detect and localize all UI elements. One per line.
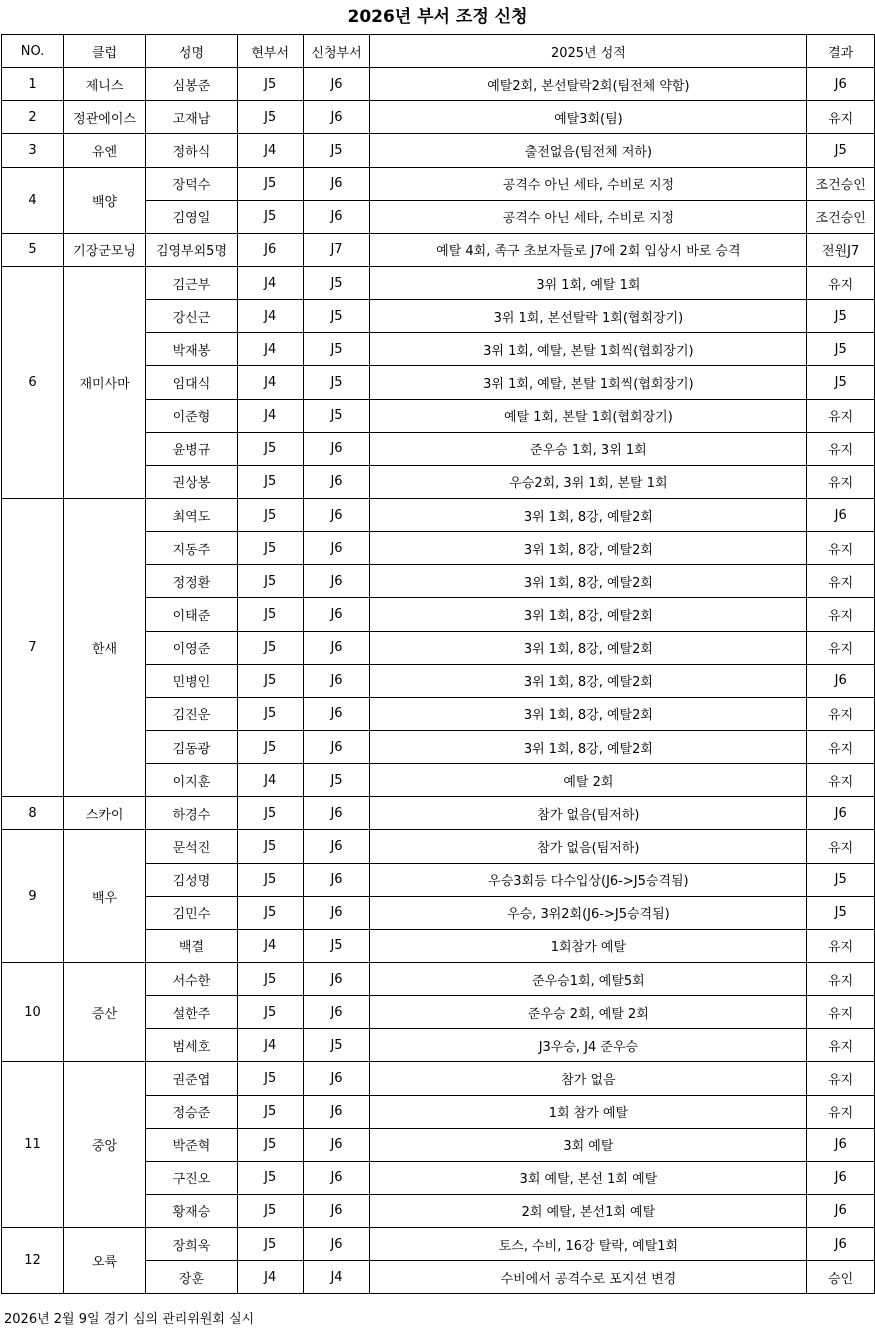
cell-record: 토스, 수비, 16강 탈락, 예탈1회 [370,1228,807,1261]
cell-name: 장희욱 [146,1228,238,1261]
cell-requested-division: J6 [303,996,370,1029]
cell-requested-division: J6 [303,797,370,830]
cell-record: 3위 1회, 8강, 예탈2회 [370,730,807,763]
cell-club: 재미사마 [64,266,146,498]
cell-record: 3위 1회, 8강, 예탈2회 [370,664,807,697]
cell-requested-division: J6 [303,863,370,896]
cell-current-division: J5 [237,896,303,929]
cell-requested-division: J5 [303,929,370,962]
cell-result: 유지 [807,830,875,863]
cell-requested-division: J6 [303,498,370,531]
cell-requested-division: J5 [303,366,370,399]
cell-result: 유지 [807,532,875,565]
cell-result: 전원J7 [807,233,875,266]
cell-requested-division: J6 [303,1161,370,1194]
cell-result: 유지 [807,598,875,631]
cell-record: 예탈 4회, 족구 초보자들로 J7에 2회 입상시 바로 승격 [370,233,807,266]
table-row [2,167,875,200]
cell-requested-division: J6 [303,532,370,565]
cell-name: 이태준 [146,598,238,631]
cell-name: 김영부외5명 [146,233,238,266]
cell-current-division: J4 [237,764,303,797]
cell-requested-division: J5 [303,1029,370,1062]
cell-no: 8 [2,797,64,830]
cell-record: 공격수 아닌 세타, 수비로 지정 [370,167,807,200]
cell-requested-division: J7 [303,233,370,266]
cell-record: 3위 1회, 8강, 예탈2회 [370,498,807,531]
cell-current-division: J5 [237,101,303,134]
header-current-division: 현부서 [237,35,303,68]
cell-name: 고재남 [146,101,238,134]
cell-current-division: J5 [237,532,303,565]
cell-club: 한새 [64,498,146,796]
cell-name: 정하식 [146,134,238,167]
cell-current-division: J5 [237,598,303,631]
cell-result: 승인 [807,1261,875,1294]
cell-current-division: J5 [237,1194,303,1227]
cell-name: 임대식 [146,366,238,399]
cell-requested-division: J6 [303,697,370,730]
cell-name: 문석진 [146,830,238,863]
cell-club: 중앙 [64,1062,146,1228]
cell-name: 이영준 [146,631,238,664]
cell-requested-division: J6 [303,167,370,200]
cell-name: 백결 [146,929,238,962]
cell-result: J5 [807,300,875,333]
cell-record: 출전없음(팀전체 저하) [370,134,807,167]
cell-requested-division: J5 [303,764,370,797]
cell-requested-division: J6 [303,1095,370,1128]
cell-record: 수비에서 공격수로 포지션 변경 [370,1261,807,1294]
cell-name: 장훈 [146,1261,238,1294]
cell-record: 3위 1회, 8강, 예탈2회 [370,565,807,598]
cell-name: 민병인 [146,664,238,697]
cell-record: 3회 예탈 [370,1128,807,1161]
cell-record: 3위 1회, 본선탈락 1회(협회장기) [370,300,807,333]
cell-requested-division: J5 [303,134,370,167]
cell-result: J6 [807,664,875,697]
cell-name: 최역도 [146,498,238,531]
cell-no: 10 [2,962,64,1061]
cell-requested-division: J6 [303,200,370,233]
header-result: 결과 [807,35,875,68]
cell-result: J6 [807,68,875,101]
cell-requested-division: J5 [303,333,370,366]
cell-record: 우승3회등 다수입상(J6->J5승격됨) [370,863,807,896]
cell-record: 예탈3회(팀) [370,101,807,134]
cell-name: 김민수 [146,896,238,929]
cell-name: 권상봉 [146,465,238,498]
cell-current-division: J4 [237,929,303,962]
cell-current-division: J5 [237,68,303,101]
cell-current-division: J5 [237,565,303,598]
cell-name: 김성명 [146,863,238,896]
cell-name: 이지훈 [146,764,238,797]
cell-result: J6 [807,797,875,830]
cell-record: 예탈 2회 [370,764,807,797]
cell-club: 기장군모닝 [64,233,146,266]
cell-requested-division: J6 [303,598,370,631]
cell-name: 박준혁 [146,1128,238,1161]
cell-current-division: J5 [237,1228,303,1261]
header-club: 클럽 [64,35,146,68]
cell-current-division: J5 [237,697,303,730]
cell-club: 유엔 [64,134,146,167]
cell-record: 공격수 아닌 세타, 수비로 지정 [370,200,807,233]
cell-result: 유지 [807,996,875,1029]
cell-result: J5 [807,863,875,896]
cell-current-division: J5 [237,1161,303,1194]
table-body [2,68,875,1294]
cell-name: 권준엽 [146,1062,238,1095]
cell-result: 조건승인 [807,167,875,200]
cell-name: 하경수 [146,797,238,830]
cell-record: 3위 1회, 예탈, 본탈 1회씩(협회장기) [370,366,807,399]
cell-requested-division: J6 [303,1228,370,1261]
cell-no: 4 [2,167,64,233]
cell-current-division: J5 [237,1062,303,1095]
cell-requested-division: J6 [303,465,370,498]
cell-name: 범세호 [146,1029,238,1062]
cell-club: 정관에이스 [64,101,146,134]
cell-result: 유지 [807,432,875,465]
cell-record: 3위 1회, 8강, 예탈2회 [370,532,807,565]
cell-requested-division: J6 [303,730,370,763]
cell-record: 3위 1회, 8강, 예탈2회 [370,631,807,664]
cell-name: 김근부 [146,266,238,299]
cell-name: 설한주 [146,996,238,1029]
cell-name: 지동주 [146,532,238,565]
cell-result: 유지 [807,465,875,498]
header-record: 2025년 성적 [370,35,807,68]
cell-club: 제니스 [64,68,146,101]
cell-name: 정승준 [146,1095,238,1128]
cell-requested-division: J4 [303,1261,370,1294]
cell-result: 유지 [807,730,875,763]
cell-result: 유지 [807,1029,875,1062]
cell-record: 3위 1회, 예탈 1회 [370,266,807,299]
cell-requested-division: J6 [303,631,370,664]
header-requested-division: 신청부서 [303,35,370,68]
cell-record: 1회 참가 예탈 [370,1095,807,1128]
cell-name: 정정환 [146,565,238,598]
table-row [2,266,875,299]
cell-current-division: J4 [237,366,303,399]
cell-no: 5 [2,233,64,266]
cell-current-division: J6 [237,233,303,266]
cell-result: J5 [807,366,875,399]
cell-record: 준우승 2회, 예탈 2회 [370,996,807,1029]
cell-no: 1 [2,68,64,101]
cell-club: 스카이 [64,797,146,830]
cell-requested-division: J6 [303,68,370,101]
cell-result: 유지 [807,697,875,730]
cell-current-division: J5 [237,631,303,664]
cell-no: 3 [2,134,64,167]
cell-name: 구진오 [146,1161,238,1194]
cell-record: 참가 없음 [370,1062,807,1095]
cell-club: 백양 [64,167,146,233]
cell-requested-division: J6 [303,432,370,465]
cell-no: 12 [2,1228,64,1294]
cell-requested-division: J6 [303,962,370,995]
cell-no: 9 [2,830,64,963]
cell-requested-division: J5 [303,300,370,333]
cell-club: 증산 [64,962,146,1061]
table-row [2,101,875,134]
cell-record: 준우승1회, 예탈5회 [370,962,807,995]
cell-record: 예탈 1회, 본탈 1회(협회장기) [370,399,807,432]
cell-result: 유지 [807,962,875,995]
table-row [2,830,875,863]
cell-requested-division: J5 [303,266,370,299]
cell-requested-division: J6 [303,830,370,863]
cell-current-division: J5 [237,1128,303,1161]
cell-name: 김진운 [146,697,238,730]
cell-result: 유지 [807,929,875,962]
cell-result: J6 [807,1161,875,1194]
cell-result: 조건승인 [807,200,875,233]
cell-record: 참가 없음(팀저하) [370,830,807,863]
cell-requested-division: J6 [303,101,370,134]
cell-record: J3우승, J4 준우승 [370,1029,807,1062]
cell-result: J6 [807,1128,875,1161]
cell-requested-division: J6 [303,664,370,697]
cell-record: 3위 1회, 8강, 예탈2회 [370,697,807,730]
cell-result: J5 [807,896,875,929]
cell-name: 박재봉 [146,333,238,366]
cell-requested-division: J6 [303,1194,370,1227]
cell-current-division: J5 [237,200,303,233]
cell-current-division: J5 [237,498,303,531]
cell-no: 11 [2,1062,64,1228]
cell-current-division: J5 [237,1095,303,1128]
page-title: 2026년 부서 조정 신청 [347,7,528,27]
table-row [2,962,875,995]
cell-current-division: J4 [237,266,303,299]
cell-record: 우승2회, 3위 1회, 본탈 1회 [370,465,807,498]
cell-requested-division: J6 [303,1062,370,1095]
cell-result: J5 [807,333,875,366]
cell-requested-division: J6 [303,565,370,598]
cell-requested-division: J6 [303,1128,370,1161]
table-row [2,797,875,830]
table-row [2,1228,875,1261]
cell-current-division: J4 [237,399,303,432]
cell-name: 장덕수 [146,167,238,200]
cell-result: 유지 [807,1095,875,1128]
cell-result: 유지 [807,631,875,664]
cell-name: 황재승 [146,1194,238,1227]
cell-club: 오륙 [64,1228,146,1294]
cell-no: 2 [2,101,64,134]
cell-no: 6 [2,266,64,498]
cell-no: 7 [2,498,64,796]
cell-record: 3위 1회, 예탈, 본탈 1회씩(협회장기) [370,333,807,366]
cell-result: 유지 [807,266,875,299]
cell-record: 2회 예탈, 본선1회 예탈 [370,1194,807,1227]
table-row [2,134,875,167]
cell-name: 이준형 [146,399,238,432]
cell-result: J6 [807,498,875,531]
cell-name: 김동광 [146,730,238,763]
cell-requested-division: J6 [303,896,370,929]
footer-note: 2026년 2월 9일 경기 심의 관리위원회 실시 [4,1312,255,1327]
cell-current-division: J5 [237,465,303,498]
cell-current-division: J5 [237,432,303,465]
cell-current-division: J5 [237,730,303,763]
cell-name: 강신근 [146,300,238,333]
cell-name: 심봉준 [146,68,238,101]
table-row [2,233,875,266]
cell-current-division: J5 [237,863,303,896]
header-row [2,35,875,68]
cell-result: 유지 [807,764,875,797]
cell-current-division: J4 [237,134,303,167]
table-row [2,1062,875,1095]
cell-current-division: J5 [237,996,303,1029]
cell-name: 윤병규 [146,432,238,465]
cell-name: 서수한 [146,962,238,995]
table-row [2,68,875,101]
cell-current-division: J4 [237,333,303,366]
cell-current-division: J4 [237,1029,303,1062]
cell-result: J6 [807,1228,875,1261]
cell-record: 3회 예탈, 본선 1회 예탈 [370,1161,807,1194]
header-no: NO. [2,35,64,68]
cell-current-division: J5 [237,167,303,200]
cell-result: J6 [807,1194,875,1227]
cell-record: 1회참가 예탈 [370,929,807,962]
cell-current-division: J4 [237,300,303,333]
cell-current-division: J5 [237,962,303,995]
cell-result: 유지 [807,101,875,134]
cell-current-division: J4 [237,1261,303,1294]
cell-current-division: J5 [237,664,303,697]
cell-result: 유지 [807,399,875,432]
adjustment-table [1,34,875,1294]
cell-record: 3위 1회, 8강, 예탈2회 [370,598,807,631]
cell-current-division: J5 [237,830,303,863]
cell-record: 우승, 3위2회(J6->J5승격됨) [370,896,807,929]
cell-club: 백우 [64,830,146,963]
header-name: 성명 [146,35,238,68]
cell-requested-division: J5 [303,399,370,432]
cell-record: 참가 없음(팀저하) [370,797,807,830]
cell-result: 유지 [807,565,875,598]
cell-record: 예탈2회, 본선탈락2회(팀전체 약함) [370,68,807,101]
cell-result: 유지 [807,1062,875,1095]
table-row [2,498,875,531]
cell-result: J5 [807,134,875,167]
cell-current-division: J5 [237,797,303,830]
cell-record: 준우승 1회, 3위 1회 [370,432,807,465]
cell-name: 김영일 [146,200,238,233]
